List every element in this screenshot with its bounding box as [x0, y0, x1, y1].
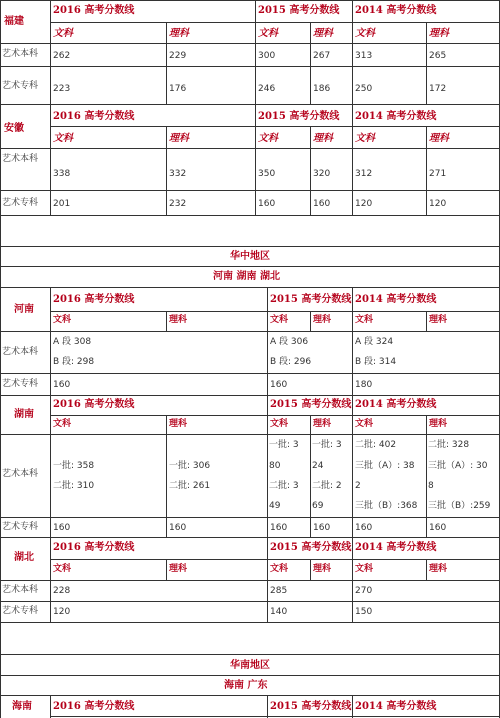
- subject-wen: 文科: [270, 564, 289, 574]
- year-2016-header: 2016 高考分数线: [53, 111, 135, 122]
- score-cell: 332: [169, 169, 187, 179]
- score-cell: 160: [313, 199, 331, 209]
- score-cell: 二批: 2: [312, 481, 342, 491]
- score-cell: 一批: 358: [53, 461, 95, 471]
- score-cell: 69: [312, 501, 324, 511]
- year-2016-header: 2016 高考分数线: [53, 701, 135, 712]
- score-cell: 313: [355, 51, 373, 61]
- score-cell: 265: [429, 51, 447, 61]
- score-cell: 338: [53, 169, 71, 179]
- score-cell: 201: [53, 199, 71, 209]
- subject-li: 理科: [429, 564, 448, 574]
- year-2014-header: 2014 高考分数线: [355, 399, 437, 410]
- score-cell: 120: [355, 199, 373, 209]
- year-2015-header: 2015 高考分数线: [270, 399, 352, 410]
- year-2016-header: 2016 高考分数线: [53, 5, 135, 16]
- subject-li: 理科: [429, 419, 448, 429]
- row-label: 艺术专科: [2, 379, 39, 389]
- row-label: 艺术本科: [2, 154, 39, 164]
- score-cell: 二批: 310: [53, 481, 95, 491]
- year-2015-header: 2015 高考分数线: [258, 5, 340, 16]
- row-label: 艺术本科: [2, 49, 39, 59]
- score-cell: B 段: 314: [355, 357, 397, 367]
- year-2016-header: 2016 高考分数线: [53, 399, 135, 410]
- region-provinces-huazhong: 河南 湖南 湖北: [213, 271, 280, 282]
- province-hainan: 海南: [12, 701, 32, 712]
- score-cell: 80: [269, 461, 281, 471]
- score-cell: 350: [258, 169, 276, 179]
- score-cell: 8: [428, 481, 434, 491]
- subject-li: 理科: [313, 315, 332, 325]
- year-2016-header: 2016 高考分数线: [53, 542, 135, 553]
- score-cell: 160: [258, 199, 276, 209]
- year-2014-header: 2014 高考分数线: [355, 294, 437, 305]
- year-2015-header: 2015 高考分数线: [270, 701, 352, 712]
- row-label: 艺术本科: [2, 585, 39, 595]
- year-2014-header: 2014 高考分数线: [355, 111, 437, 122]
- subject-wen: 文科: [258, 133, 278, 144]
- year-2014-header: 2014 高考分数线: [355, 5, 437, 16]
- score-cell: 246: [258, 84, 276, 94]
- subject-wen: 文科: [355, 28, 375, 39]
- subject-wen: 文科: [355, 419, 374, 429]
- province-hunan: 湖南: [14, 409, 34, 420]
- subject-wen: 文科: [270, 419, 289, 429]
- subject-wen: 文科: [53, 315, 72, 325]
- score-cell: 三批（B）:368: [355, 501, 418, 511]
- score-cell: 三批（A）: 30: [428, 461, 488, 471]
- subject-li: 理科: [169, 315, 188, 325]
- subject-li: 理科: [169, 28, 189, 39]
- subject-li: 理科: [429, 315, 448, 325]
- score-cell: 300: [258, 51, 276, 61]
- year-2015-header: 2015 高考分数线: [270, 294, 352, 305]
- year-2016-header: 2016 高考分数线: [53, 294, 135, 305]
- score-cell: 150: [355, 607, 373, 617]
- score-cell: 312: [355, 169, 373, 179]
- row-label: 艺术本科: [2, 347, 39, 357]
- score-cell: 三批（B）:259: [428, 501, 491, 511]
- score-cell: 262: [53, 51, 71, 61]
- subject-wen: 文科: [355, 564, 374, 574]
- subject-li: 理科: [169, 419, 188, 429]
- score-cell: 232: [169, 199, 187, 209]
- score-cell: 二批: 328: [428, 440, 470, 450]
- score-cell: 49: [269, 501, 281, 511]
- score-cell: 二批: 261: [169, 481, 211, 491]
- score-cell: 320: [313, 169, 331, 179]
- score-cell: 160: [270, 380, 288, 390]
- province-hubei: 湖北: [14, 552, 34, 563]
- subject-wen: 文科: [270, 315, 289, 325]
- score-cell: 140: [270, 607, 288, 617]
- subject-li: 理科: [429, 28, 449, 39]
- subject-wen: 文科: [53, 133, 73, 144]
- score-cell: 250: [355, 84, 373, 94]
- score-cell: 24: [312, 461, 324, 471]
- subject-li: 理科: [313, 133, 333, 144]
- year-2015-header: 2015 高考分数线: [258, 111, 340, 122]
- score-cell: 172: [429, 84, 447, 94]
- region-title-huanan: 华南地区: [230, 660, 270, 671]
- score-cell: B 段: 298: [53, 357, 95, 367]
- score-cell: 120: [429, 199, 447, 209]
- score-cell: 267: [313, 51, 331, 61]
- region-title-huazhong: 华中地区: [230, 251, 270, 262]
- score-cell: 二批: 3: [269, 481, 299, 491]
- region-provinces-huanan: 海南 广东: [224, 680, 268, 691]
- score-cell: 160: [53, 523, 71, 533]
- subject-wen: 文科: [53, 564, 72, 574]
- subject-wen: 文科: [355, 133, 375, 144]
- score-cell: A 段 324: [355, 337, 394, 347]
- score-cell: 2: [355, 481, 361, 491]
- score-cell: 一批: 306: [169, 461, 211, 471]
- score-cell: 186: [313, 84, 331, 94]
- score-cell: 三批（A）: 38: [355, 461, 415, 471]
- subject-li: 理科: [313, 564, 332, 574]
- subject-li: 理科: [429, 133, 449, 144]
- subject-li: 理科: [169, 133, 189, 144]
- row-label: 艺术专科: [2, 198, 39, 208]
- score-cell: 160: [169, 523, 187, 533]
- score-cell: 180: [355, 380, 373, 390]
- year-2015-header: 2015 高考分数线: [270, 542, 352, 553]
- subject-wen: 文科: [258, 28, 278, 39]
- score-cell: 229: [169, 51, 187, 61]
- score-cell: 一批: 3: [269, 440, 299, 450]
- score-cell: 223: [53, 84, 71, 94]
- score-cell: 270: [355, 586, 373, 596]
- subject-li: 理科: [313, 419, 332, 429]
- score-cell: 160: [429, 523, 447, 533]
- score-cell: 285: [270, 586, 288, 596]
- row-label: 艺术专科: [2, 522, 39, 532]
- score-cell: 二批: 402: [355, 440, 397, 450]
- subject-wen: 文科: [53, 28, 73, 39]
- score-cell: 160: [270, 523, 288, 533]
- row-label: 艺术本科: [2, 469, 39, 479]
- subject-li: 理科: [313, 28, 333, 39]
- score-cell: 160: [53, 380, 71, 390]
- score-cell: 160: [313, 523, 331, 533]
- row-label: 艺术专科: [2, 606, 39, 616]
- score-cell: 160: [355, 523, 373, 533]
- subject-wen: 文科: [53, 419, 72, 429]
- province-fujian: 福建: [4, 16, 24, 27]
- row-label: 艺术专科: [2, 81, 39, 91]
- year-2014-header: 2014 高考分数线: [355, 701, 437, 712]
- score-cell: A 段 308: [53, 337, 92, 347]
- score-cell: 271: [429, 169, 447, 179]
- subject-wen: 文科: [355, 315, 374, 325]
- score-cell: 120: [53, 607, 71, 617]
- score-cell: 228: [53, 586, 71, 596]
- province-henan: 河南: [14, 304, 34, 315]
- score-cell: B 段: 296: [270, 357, 312, 367]
- province-anhui: 安徽: [4, 123, 24, 134]
- score-cell: 一批: 3: [312, 440, 342, 450]
- year-2014-header: 2014 高考分数线: [355, 542, 437, 553]
- score-cell: A 段 306: [270, 337, 309, 347]
- subject-li: 理科: [169, 564, 188, 574]
- score-cell: 176: [169, 84, 187, 94]
